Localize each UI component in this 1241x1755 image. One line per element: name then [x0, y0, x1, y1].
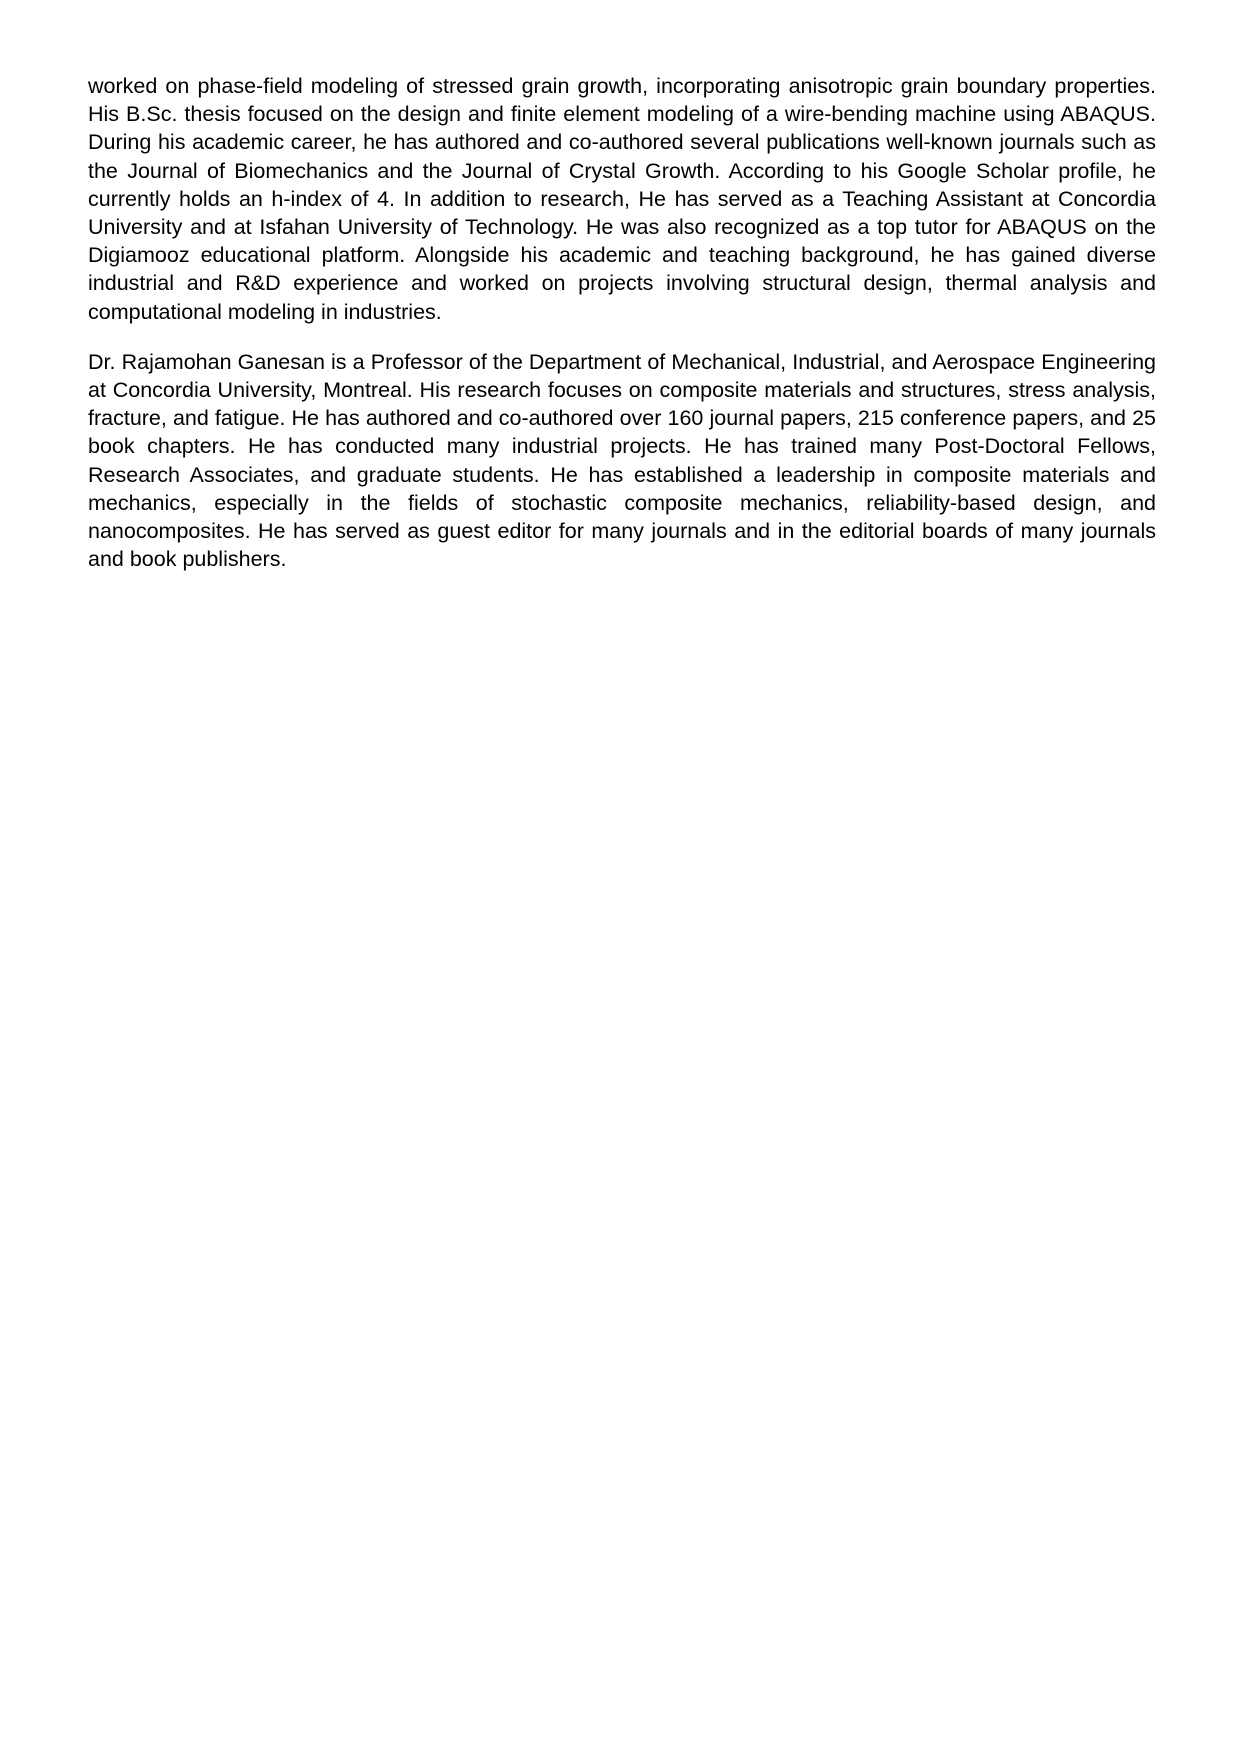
paragraph-author-bio-continued: worked on phase-field modeling of stressed grain growth, incorporating anisotropic grain boundary properties. His B.Sc. thesis focused on the design and finite element modeling of a wire-bending machine using ABAQUS. During his academic career, he has authored and co-authored several publications well-known journals such as the Journal of Biomechanics and the Journal of Crystal Growth. According to his Google Scholar profile, he currently holds an h-index of 4. In addition to research, He has served as a Teaching Assistant at Concordia University and at Isfahan University of Technology. He was also recognized as a top tutor for ABAQUS on the Digiamooz educational platform. Alongside his academic and teaching background, he has gained diverse industrial and R&D experience and worked on projects involving structural design, thermal analysis and computational modeling in industries.: [88, 74, 1156, 324]
document-text-body: [88, 72, 1156, 573]
paragraph-ganesan-bio: Dr. Rajamohan Ganesan is a Professor of the Department of Mechanical, Industrial, and Aerospace Engineering at Concordia University, Montreal. His research focuses on composite materials and structures, stress analysis, fracture, and fatigue. He has authored and co-authored over 160 journal papers, 215 conference papers, and 25 book chapters. He has conducted many industrial projects. He has trained many Post-Doctoral Fellows, Research Associates, and graduate students. He has established a leadership in composite materials and mechanics, especially in the fields of stochastic composite mechanics, reliability-based design, and nanocomposites. He has served as guest editor for many journals and in the editorial boards of many journals and book publishers.: [88, 349, 1156, 572]
